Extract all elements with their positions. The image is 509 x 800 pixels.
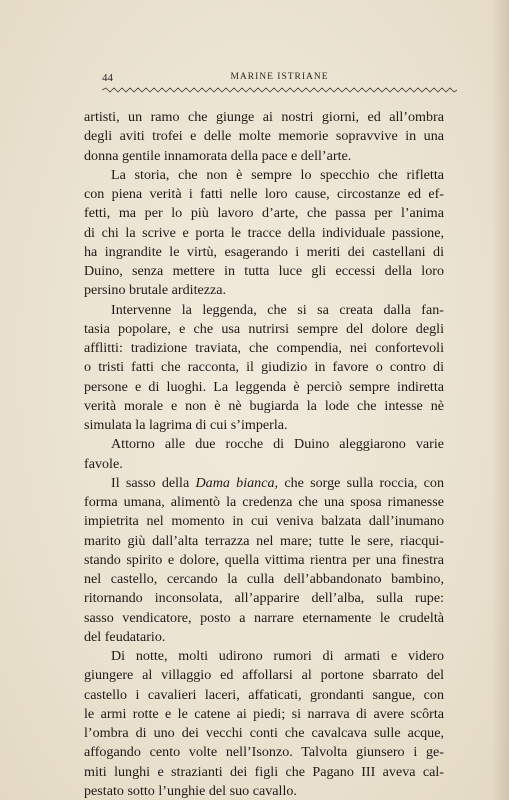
paragraph bbox=[84, 166, 444, 301]
text-line: artisti, un ramo che giunge ai nostri giorni, ed all’ombra bbox=[84, 109, 444, 125]
text-line: donna gentile innamorata della pace e dell’arte. bbox=[84, 147, 352, 164]
paragraph bbox=[84, 435, 444, 474]
text-line: persino brutale arditezza. bbox=[84, 282, 227, 299]
text-line: le armi rotte e le catene ai piedi; si narrava di avere scôrta bbox=[84, 705, 444, 722]
text-line: miti lunghi e strazianti dei figli che Pagano III aveva cal- bbox=[84, 763, 444, 780]
text-line: ha ingrandite le virtù, esagerando i meriti dei castellani di bbox=[84, 243, 444, 260]
text-line: nel castello, cercando la culla dell’abbandonato bambino, bbox=[84, 571, 444, 587]
text-line: sasso vendicatore, posto a narrare eternamente le crudeltà bbox=[84, 609, 444, 626]
text-line: del feudatario. bbox=[84, 628, 166, 645]
page-edge-shadow bbox=[491, 0, 509, 800]
text-line: marito giù dall’alta terrazza nel mare; tutte le sere, riacqui- bbox=[84, 532, 444, 549]
paragraph bbox=[84, 474, 444, 647]
text-line: afflitti: tradizione traviata, che compendia, nei confortevoli bbox=[84, 340, 444, 356]
text-line: l’ombra di uno dei vecchi conti che cavalcava sulle acque, bbox=[84, 725, 444, 741]
text-line: fetti, ma per lo più lavoro d’arte, che passa per l’anima bbox=[84, 205, 444, 222]
text-line: di chi la scrive e porta le tracce della individuale passione, bbox=[84, 224, 444, 241]
text-line: Di notte, molti udirono rumori di armati e videro bbox=[111, 648, 444, 664]
text-line: giungere al villaggio ed affollarsi al portone sbarrato del bbox=[84, 667, 444, 684]
running-title: MARINE ISTRIANE bbox=[230, 72, 329, 82]
paragraph bbox=[84, 301, 444, 436]
page-number: 44 bbox=[102, 72, 113, 84]
text-line: stando spirito e dolore, quella vittima rientra per una finestra bbox=[84, 551, 444, 568]
paragraph bbox=[84, 108, 444, 166]
text-line: castello i cavalieri laceri, affaticati, grondanti sangue, con bbox=[84, 686, 444, 703]
text-line: persone e di luoghi. La leggenda è perciò sempre indiretta bbox=[84, 378, 444, 395]
paragraph bbox=[84, 647, 444, 800]
text-line: pestato sotto l’unghie del suo cavallo. bbox=[84, 782, 297, 799]
text-line: La storia, che non è sempre lo specchio che rifletta bbox=[111, 166, 444, 183]
text-line: con piena verità i fatti nelle loro cause, circostanze ed ef- bbox=[84, 186, 444, 202]
text-line bbox=[84, 474, 444, 493]
text-line: degli aviti trofei e delle molte memorie sopravvive in una bbox=[84, 128, 444, 145]
text-run: che sorge sulla roccia, con bbox=[284, 474, 445, 491]
ornamental-rule bbox=[102, 87, 457, 93]
text-line: impietrita nel momento in cui veniva balzata dall’inumano bbox=[84, 513, 444, 530]
text-line: Attorno alle due rocche di Duino aleggiarono varie bbox=[111, 436, 444, 453]
text-line: ritornando inconsolata, all’apparire dell’alba, sulla rupe: bbox=[84, 590, 444, 607]
text-line: forma umana, alimentò la credenza che una sposa rimanesse bbox=[84, 494, 444, 510]
text-line: simulata la lagrima di cui s’imperla. bbox=[84, 417, 288, 433]
text-line: Intervenne la leggenda, che si sa creata dalla fan- bbox=[111, 301, 444, 318]
text-line: tasia popolare, e che usa nutrirsi sempre del dolore degli bbox=[84, 320, 444, 337]
text-line: o tristi fatti che racconta, il giudizio in favore o contro di bbox=[84, 359, 444, 376]
page-body bbox=[84, 108, 444, 800]
italic-title: Dama bianca, bbox=[195, 474, 279, 491]
text-line: Duino, senza mettere in tutta luce gli eccessi della loro bbox=[84, 263, 444, 279]
text-line: verità morale e non è nè bugiarda la lode che intesse nè bbox=[84, 397, 444, 414]
text-line: affogando cento volte nell’Isonzo. Talvolta giunsero i ge- bbox=[84, 744, 444, 761]
page-header bbox=[102, 70, 457, 98]
text-line: favole. bbox=[84, 455, 123, 472]
text-run: Il sasso della bbox=[111, 474, 190, 491]
